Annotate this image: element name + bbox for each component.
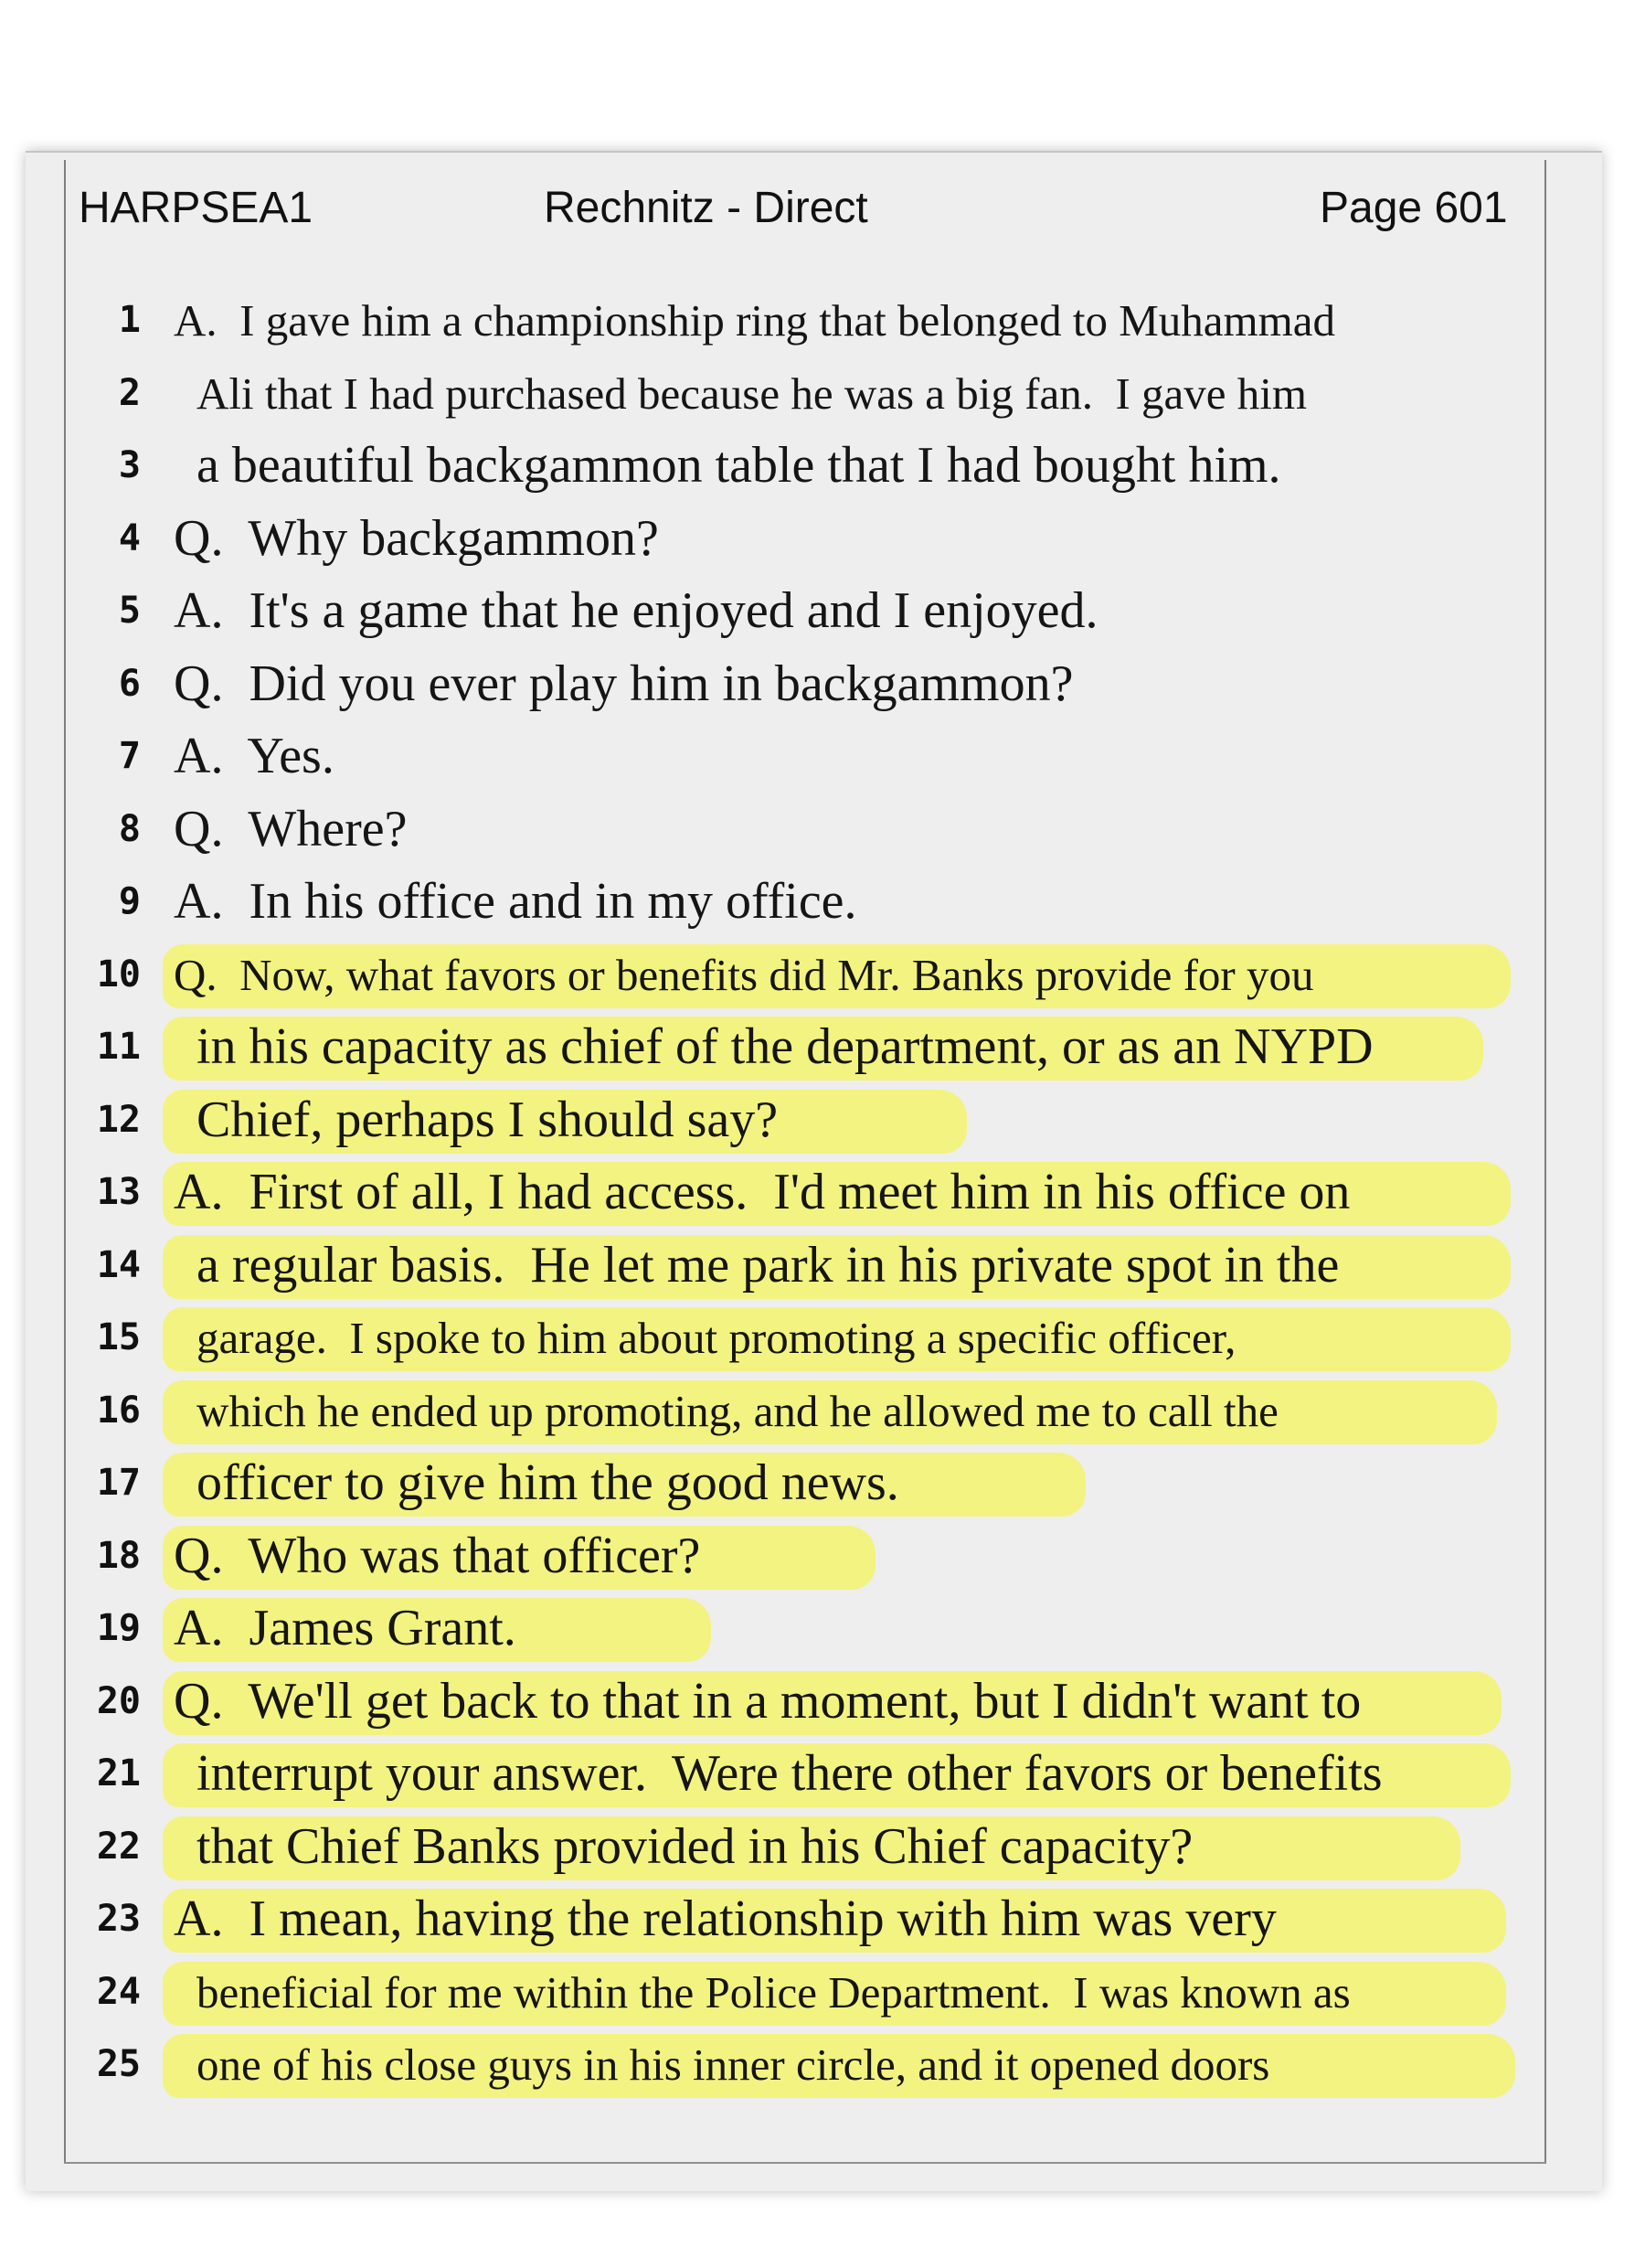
line-text: in his capacity as chief of the department, or as an NYPD (196, 1018, 1374, 1075)
line-text: which he ended up promoting, and he allowed me to call the (196, 1385, 1279, 1436)
transcript-line (0, 648, 1554, 720)
line-text: A. I mean, having the relationship with him was very (174, 1890, 1277, 1947)
line-number: 20 (96, 1679, 141, 1722)
line-number: 1 (118, 299, 141, 341)
line-text: a beautiful backgammon table that I had bought him. (196, 437, 1281, 494)
header-section-title: Rechnitz - Direct (544, 184, 868, 232)
transcript-line (0, 793, 1554, 866)
line-number: 14 (96, 1243, 141, 1286)
line-text: A. James Grant. (174, 1600, 516, 1656)
line-text: a regular basis. He let me park in his private spot in the (196, 1236, 1340, 1294)
line-text: Q. We'll get back to that in a moment, but I didn't want to (174, 1672, 1362, 1730)
transcript-line (0, 430, 1554, 502)
line-number: 25 (96, 2043, 141, 2085)
line-text: Q. Who was that officer? (174, 1527, 701, 1584)
header-page-number: Page 601 (1320, 184, 1508, 232)
line-number: 5 (118, 590, 141, 632)
line-number: 10 (96, 953, 141, 996)
transcript-line (0, 1811, 1554, 1883)
line-text: A. I gave him a championship ring that belonged to Muhammad (174, 295, 1336, 346)
line-number: 11 (96, 1026, 141, 1068)
line-number: 3 (118, 444, 141, 486)
line-text: Ali that I had purchased because he was a big fan. I gave him (196, 367, 1308, 419)
transcript-line (0, 866, 1554, 938)
line-number: 23 (96, 1898, 141, 1940)
line-number: 18 (96, 1534, 141, 1577)
line-text: Q. Why backgammon? (174, 509, 659, 567)
line-text: interrupt your answer. Were there other favors or benefits (196, 1745, 1383, 1802)
transcript-line (0, 1011, 1554, 1083)
line-number: 6 (118, 662, 141, 705)
transcript-line (0, 1738, 1554, 1810)
line-text: A. In his office and in my office. (174, 873, 857, 930)
line-number: 22 (96, 1825, 141, 1868)
transcript-line (0, 503, 1554, 575)
line-text: Q. Now, what favors or benefits did Mr. Banks provide for you (174, 949, 1314, 1000)
transcript-line (0, 575, 1554, 647)
line-text: officer to give him the good news. (196, 1454, 899, 1511)
line-text: that Chief Banks provided in his Chief capacity? (196, 1817, 1194, 1875)
line-number: 9 (118, 880, 141, 922)
line-text: Q. Did you ever play him in backgammon? (174, 655, 1074, 712)
line-text: garage. I spoke to him about promoting a specific officer, (196, 1313, 1236, 1363)
line-number: 4 (118, 516, 141, 559)
line-number: 8 (118, 807, 141, 850)
line-number: 24 (96, 1970, 141, 2013)
transcript-line (0, 1883, 1554, 1955)
line-number: 17 (96, 1462, 141, 1504)
line-number: 7 (118, 735, 141, 777)
line-text: A. Yes. (174, 728, 334, 784)
line-number: 19 (96, 1607, 141, 1649)
line-number: 21 (96, 1752, 141, 1794)
transcript-line (0, 1156, 1554, 1229)
transcript-line (0, 1084, 1554, 1156)
line-number: 12 (96, 1098, 141, 1141)
transcript-line (0, 1592, 1554, 1665)
transcript-line (0, 1302, 1554, 1374)
transcript-line (0, 1520, 1554, 1592)
line-number: 13 (96, 1171, 141, 1213)
line-text: A. It's a game that he enjoyed and I enjoyed. (174, 582, 1098, 639)
bottom-margin-rule (64, 2162, 1546, 2164)
transcript-line (0, 939, 1554, 1011)
transcript-line (0, 1375, 1554, 1447)
line-text: A. First of all, I had access. I'd meet him in his office on (174, 1164, 1351, 1220)
line-text: beneficial for me within the Police Department. I was known as (196, 1966, 1351, 2018)
transcript-line (0, 1956, 1554, 2028)
transcript-line (0, 720, 1554, 793)
line-text: Chief, perhaps I should say? (196, 1091, 779, 1148)
transcript-line (0, 2028, 1554, 2101)
transcript-line (0, 284, 1554, 357)
line-number: 2 (118, 371, 141, 414)
header-case-code: HARPSEA1 (79, 184, 313, 232)
line-number: 16 (96, 1389, 141, 1432)
transcript-line (0, 357, 1554, 430)
line-number: 15 (96, 1316, 141, 1358)
transcript-line (0, 1447, 1554, 1519)
transcript-line (0, 1666, 1554, 1738)
transcript-line (0, 1230, 1554, 1302)
line-text: Q. Where? (174, 800, 408, 857)
line-text: one of his close guys in his inner circle, and it opened doors (196, 2039, 1270, 2090)
